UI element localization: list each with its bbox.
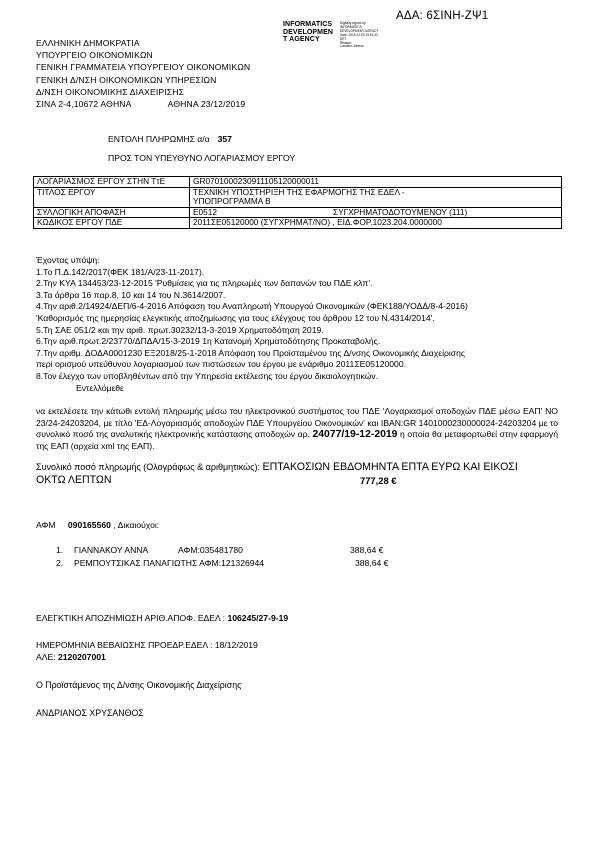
instruction-text: να εκτελέσετε την κάτωθι εντολή πληρωμής μέσω του ηλεκτρονικού συστήματος του ΠΔΕ 'Λογαριασμοί αποδοχών ΠΔΕ μέσω ΕΑΠ' ΝΟ 23/24-24203204, με τίτλο 'ΕΔ-Λογαριασμός αποδοχών ΠΔΕ Υπουργείου Οικονομικών' και IBAN:GR 1401000230000024-24203204 με το συνολικό ποσό της αναλυτικής ηλεκτρονικής κατάστασης αποδοχών αρ. [36, 406, 558, 440]
letterhead-line: ΥΠΟΥΡΓΕΙΟ ΟΙΚΟΝΟΜΙΚΩΝ [36, 50, 153, 61]
provision-item: 4.Την αριθ.2/14924/ΔΕΠ/6-4-2016 Απόφαση του Αναπληρωτή Υπουργού Οικονομικών (ΦΕΚ188/ΥΟΔΔ/8-4-2016) [36, 301, 468, 312]
beneficiary-name: ΓΙΑΝΝΑΚΟΥ ΑΝΝΑ [74, 545, 149, 555]
verification-date: 18/12/2019 [214, 640, 258, 650]
document-date: ΑΘΗΝΑ 23/12/2019 [167, 99, 246, 110]
stamp-detail: Location: Athens [340, 44, 364, 49]
ada-code: ΑΔΑ: 6ΣΙΝΗ-ΖΨ1 [396, 10, 489, 22]
verification-line [36, 640, 258, 650]
title-value-cont: ΥΠΟΠΡΟΓΡΑΜΜΑ Β [190, 197, 562, 207]
beneficiary-afm: ΑΦΜ:035481780 [178, 545, 243, 555]
ale-line [36, 652, 106, 662]
payment-instruction-paragraph [36, 406, 558, 452]
provision-item: 1.Το Π.Δ.142/2017(ΦΕΚ 181/Α/23-11-2017). [36, 266, 205, 277]
compensation-value: 106245/27-9-19 [227, 613, 289, 623]
decision-cell [190, 207, 562, 218]
provisions-intro: Έχοντας υπόψη: [36, 255, 100, 265]
stamp-line: DEVELOPMEN [283, 28, 334, 36]
provision-item: 6.Την αριθ.πρωτ.2/23770/ΔΠΔΑ/15-3-2019 1η Κατανομή Χρηματοδότησης Προκαταβολής. [36, 336, 381, 347]
address: ΣΙΝΑ 2-4,10672 ΑΘΗΝΑ [36, 99, 132, 110]
title-label-cont [34, 197, 190, 207]
letterhead [36, 37, 250, 110]
payment-order-title [108, 134, 232, 144]
verification-label: ΗΜΕΡΟΜΗΝΙΑ ΒΕΒΑΙΩΣΗΣ ΠΡΟΕΔΡ.ΕΔΕΛ : [36, 640, 213, 650]
compensation-label: ΕΛΕΓΚΤΙΚΗ ΑΠΟΖΗΜΙΩΣΗ ΑΡΙΘ.ΑΠΟΦ. ΕΔΕΛ : [36, 613, 226, 623]
letterhead-line: Δ/ΝΣΗ ΟΙΚΟΝΟΜΙΚΗΣ ΔΙΑΧΕΙΡΙΣΗΣ [36, 86, 185, 97]
instruction-heading: Εντελλόμεθε [76, 382, 124, 393]
provision-item: 3.Τα άρθρα 16 παρ.8, 10 και 14 του Ν.3614/2007. [36, 289, 226, 300]
beneficiary-amount: 388,64 € [350, 545, 384, 555]
provision-item: περί ορισμού υπεύθυνου λογαριασμού των πιστώσεων του έργου με ενάριθμο 2011ΣΕ05120000. [36, 359, 407, 370]
account-value: GR0701000230911105120000011 [190, 177, 562, 188]
beneficiary-row [56, 558, 63, 568]
total-amount: 777,28 € [360, 475, 397, 486]
signatory-role: Ο Προϊστάμενος της Δ/νσης Οικονομικής Διαχείρισης [36, 680, 242, 690]
letterhead-address-row [36, 98, 250, 110]
order-number: 357 [217, 134, 232, 144]
project-info-table [33, 176, 562, 229]
table-row [34, 177, 562, 188]
beneficiary-row [56, 545, 63, 555]
code-value: 2011ΣΕ05120000 (ΣΥΓΧΡΗΜΑΤ/ΝΟ) , ΕΙΔ.ΦΟΡ.1023.204.0000000 [190, 218, 562, 229]
total-words-cont: ΟΚΤΩ ΛΕΠΤΩΝ [36, 474, 112, 486]
afm-label: ΑΦΜ [36, 520, 56, 530]
beneficiary-num: 2. [56, 558, 64, 568]
stamp-line: INFORMATICS [283, 21, 333, 28]
stamp-detail: Date: 2019.12.23 13:19:33 [340, 32, 378, 37]
beneficiary-name: ΡΕΜΠΟΥΤΣΙΚΑΣ ΠΑΝΑΓΙΩΤΗΣ ΑΦΜ:121326944 [74, 558, 265, 568]
ale-label: ΑΛΕ: [36, 652, 56, 662]
total-words: ΕΠΤΑΚΟΣΙΩΝ ΕΒΔΟΜΗΝΤΑ ΕΠΤΑ ΕΥΡΩ ΚΑΙ ΕΙΚΟΣΙ [262, 461, 518, 473]
provision-item: 7.Την αριθμ. ΔΟΔΑ0001230 ΕΞ2018/25-1-2018 Απόφαση του Προϊσταμένου της Δ/νσης Οικονομικής Διαχείρισης [36, 347, 466, 358]
afm-value: 090165560 [67, 520, 111, 530]
order-recipient: ΠΡΟΣ ΤΟΝ ΥΠΕΥΘΥΝΟ ΛΟΓΑΡΙΑΣΜΟΥ ΕΡΓΟΥ [108, 153, 296, 163]
table-row [34, 187, 562, 197]
table-row [34, 197, 562, 207]
stamp-detail: INFORMATICS [340, 24, 362, 29]
beneficiary-num: 1. [56, 545, 64, 555]
statement-reference: 24077/19-12-2019 [312, 429, 398, 441]
title-label: ΤΙΤΛΟΣ ΕΡΓΟΥ [34, 187, 190, 197]
afm-suffix: , Δικαιούχοι: [113, 520, 160, 530]
provision-item: 'Καθορισμός της ημερησίας ελεγκτικής αποζημίωσης για τους ελέγχους του άρθρου 12 του Ν.4314/2014'. [36, 312, 435, 323]
legal-provisions [36, 255, 468, 394]
total-label: Συνολικό ποσό πληρωμής (Ολογράφως & αριθμητικώς): [36, 462, 260, 472]
provision-item: 5.Τη ΣΑΕ 051/2 και την αριθ. πρωτ.30232/13-3-2019 Χρηματοδότηση 2019. [36, 324, 324, 335]
decision-extra: ΣΥΓΧΡΗΜΑΤΟΔΟΤΟΥΜΕΝΟΥ (111) [333, 206, 468, 217]
stamp-detail: EET [340, 36, 347, 41]
signatory-name: ΑΝΔΡΙΑΝΟΣ ΧΡΥΣΑΝΘΟΣ [36, 708, 144, 718]
account-label: ΛΟΓΑΡΙΑΣΜΟΣ ΕΡΓΟΥ ΣΤΗΝ ΤτΕ [34, 177, 190, 188]
provision-item: 2.Την ΚΥΑ 134453/23-12-2015 'Ρυθμίσεις για τις πληρωμές των δαπανών του ΠΔΕ κλπ'. [36, 278, 373, 289]
stamp-details [340, 22, 378, 49]
decision-value: Ε0512 [193, 206, 217, 217]
provision-item: 8.Τον έλεγχο των υποβληθέντων από την Υπηρεσία εκτέλεσης του έργου δικαιολογητικών. [36, 370, 379, 381]
letterhead-line: ΓΕΝΙΚΗ ΓΡΑΜΜΑΤΕΙΑ ΥΠΟΥΡΓΕΙΟΥ ΟΙΚΟΝΟΜΙΚΩΝ [36, 62, 251, 73]
order-label: ΕΝΤΟΛΗ ΠΛΗΡΩΜΗΣ α/α [108, 134, 210, 144]
letterhead-line: ΕΛΛΗΝΙΚΗ ΔΗΜΟΚΡΑΤΙΑ [36, 38, 140, 48]
payer-afm [36, 520, 159, 530]
stamp-detail: Digitally signed by [340, 21, 366, 25]
total-amount-line [36, 461, 518, 473]
title-value: ΤΕΧΝΙΚΗ ΥΠΟΣΤΗΡΙΞΗ ΤΗΣ ΕΦΑΡΜΟΓΗΣ ΤΗΣ ΕΔΕΛ - [190, 187, 562, 197]
ale-value: 2120207001 [57, 652, 106, 662]
stamp-detail: Reason: [340, 40, 352, 45]
decision-label: ΣΥΛΛΟΓΙΚΗ ΑΠΟΦΑΣΗ [34, 207, 190, 218]
stamp-detail: DEVELOPMENT AGENCY [340, 28, 379, 33]
letterhead-line: ΓΕΝΙΚΗ Δ/ΝΣΗ ΟΙΚΟΝΟΜΙΚΩΝ ΥΠΗΡΕΣΙΩΝ [36, 74, 217, 85]
stamp-line: T AGENCY [283, 36, 320, 44]
table-row [34, 218, 562, 229]
digital-signature-stamp [283, 21, 379, 49]
table-row [34, 207, 562, 218]
code-label: ΚΩΔΙΚΟΣ ΕΡΓΟΥ ΠΔΕ [34, 218, 190, 229]
instruction-tail: η οποία θα μεταφορτωθεί στην εφαρμογή της ΕΑΠ (αρχεία xml της ΕΑΠ). [36, 429, 559, 451]
beneficiary-amount: 388,64 € [355, 558, 389, 568]
compensation-line [36, 613, 288, 623]
